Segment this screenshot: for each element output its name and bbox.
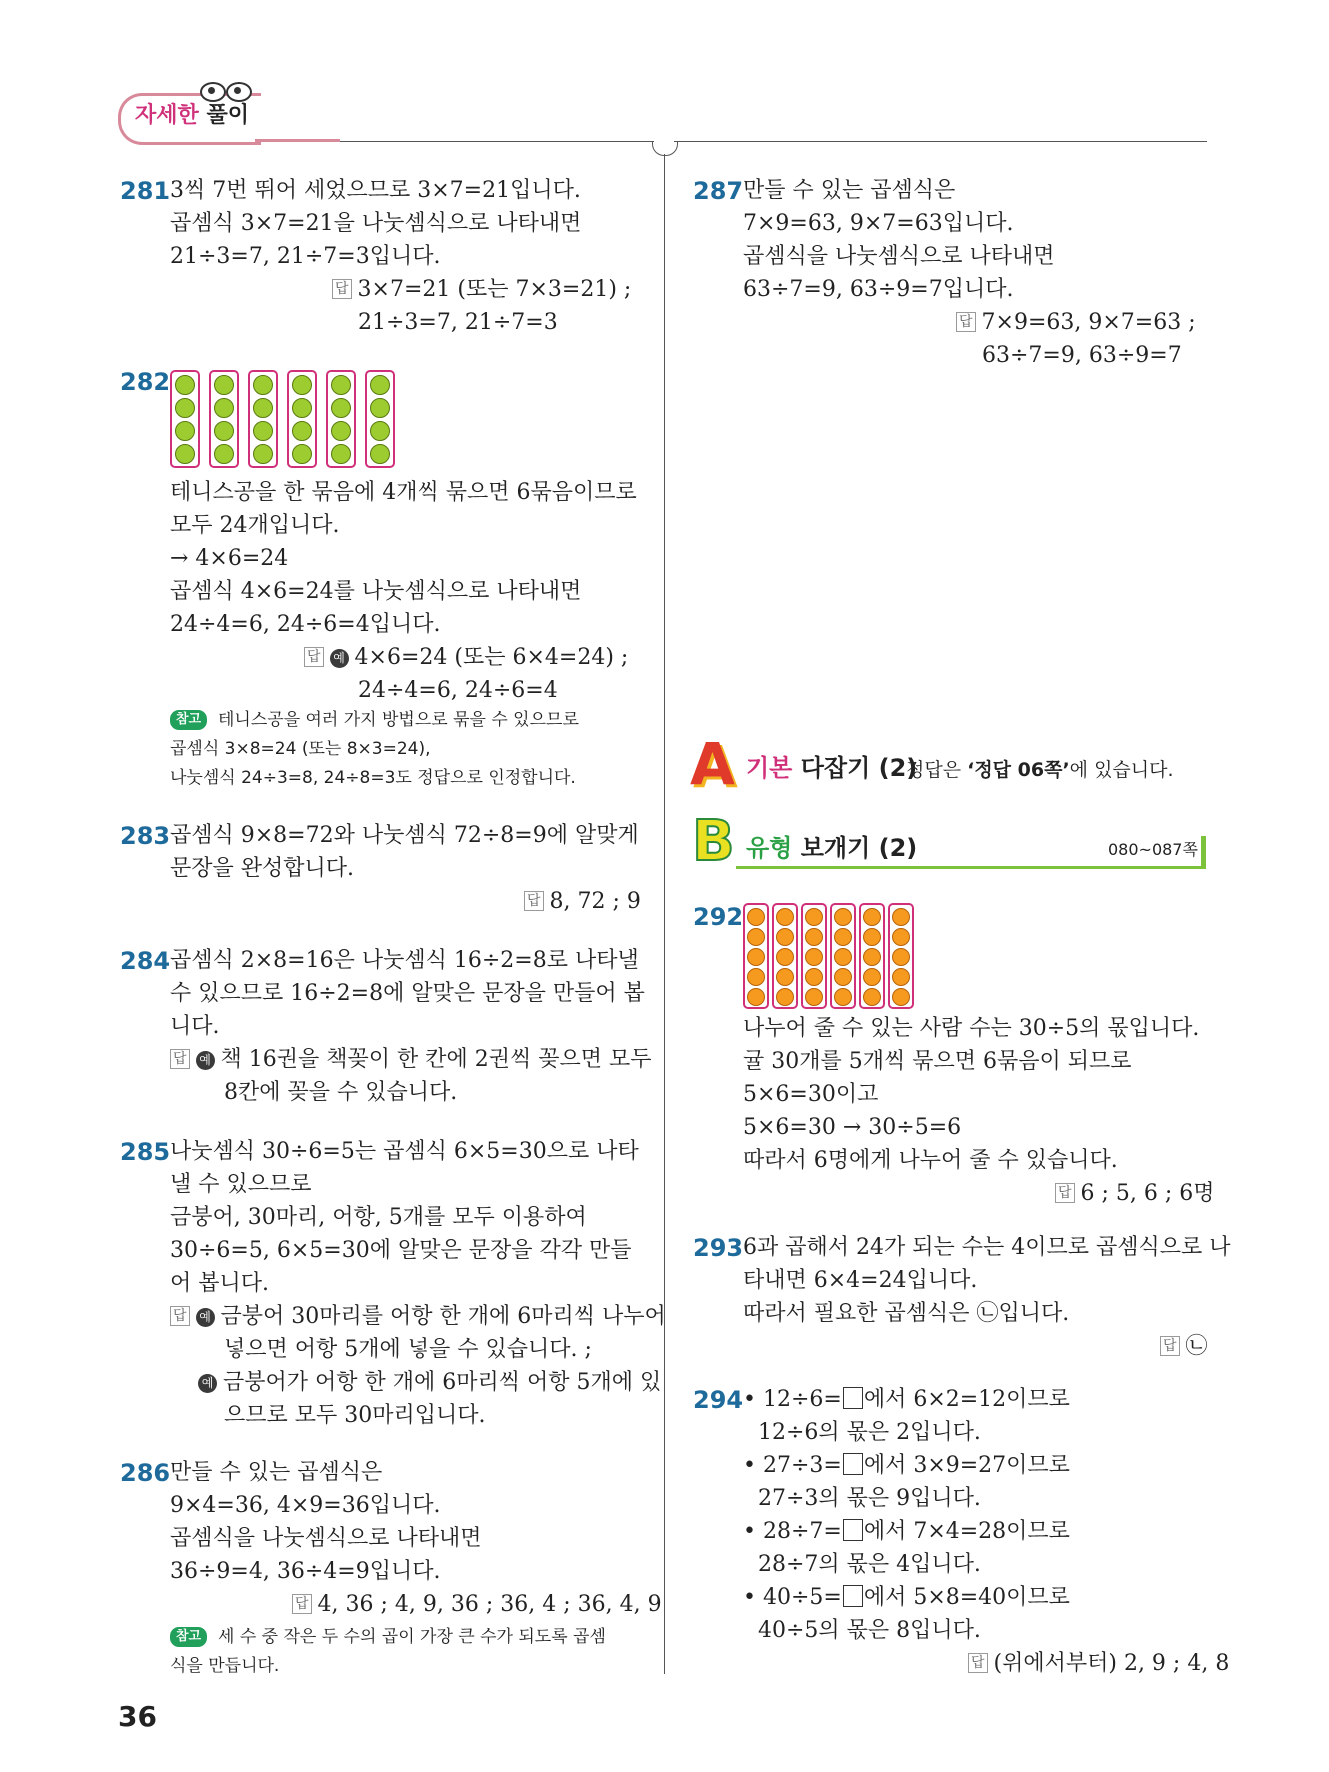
p284-line-1: 곱셈식 2×8=16은 나눗셈식 16÷2=8로 나타낼	[170, 948, 639, 973]
p281-answer-1-text: 3×7=21 (또는 7×3=21) ;	[357, 277, 632, 302]
tangerine	[747, 928, 765, 946]
tangerine	[892, 988, 910, 1006]
group-box	[772, 903, 798, 1009]
tennis-ball	[370, 421, 390, 441]
p294-bullet-1	[743, 1384, 1070, 1416]
p287-line-2: 7×9=63, 9×7=63입니다.	[743, 211, 1014, 236]
p292-answer-1	[1055, 1178, 1215, 1210]
p282-answer-2: 24÷4=6, 24÷6=4	[358, 678, 558, 703]
answer-icon: 답	[956, 312, 976, 332]
example-icon: 예	[196, 1308, 215, 1327]
p285-answer-1-text: 금붕어 30마리를 어항 한 개에 6마리씩 나누어	[220, 1304, 666, 1329]
tangerine	[747, 908, 765, 926]
tennis-ball	[175, 421, 195, 441]
column-divider	[664, 154, 665, 1674]
tennis-ball	[292, 444, 312, 464]
p294-answer-1	[968, 1648, 1229, 1680]
p294-b4-a: • 40÷5=	[743, 1585, 842, 1610]
tangerine	[892, 908, 910, 926]
tennis-ball	[370, 398, 390, 418]
tennis-ball	[292, 398, 312, 418]
p294-b1-b: 에서 6×2=12이므로	[863, 1387, 1070, 1412]
group-box	[248, 370, 278, 468]
section-a-note-post: 에 있습니다.	[1069, 759, 1174, 781]
group-box	[170, 370, 200, 468]
p292-line-4: 5×6=30 → 30÷5=6	[743, 1115, 962, 1140]
p287-answer-2: 63÷7=9, 63÷9=7	[982, 343, 1182, 368]
section-a-note-bold: ‘정답 06쪽’	[967, 759, 1070, 781]
tennis-ball	[292, 421, 312, 441]
p286-answer-1-text: 4, 36 ; 4, 9, 36 ; 36, 4 ; 36, 4, 9	[317, 1592, 662, 1617]
p285-answer-4: 으므로 모두 30마리입니다.	[224, 1403, 486, 1428]
p282-note-1: 테니스공을 여러 가지 방법으로 묶을 수 있으므로	[218, 710, 579, 730]
header-rule-right	[674, 141, 1207, 142]
problem-number-282: 282	[120, 368, 171, 396]
tangerine	[805, 948, 823, 966]
header-title-b: 풀이	[206, 103, 249, 128]
p282-note-3: 나눗셈식 24÷3=8, 24÷8=3도 정답으로 인정합니다.	[170, 768, 576, 788]
header-title-a: 자세한	[135, 103, 199, 128]
p293-line-2: 타내면 6×4=24입니다.	[743, 1268, 978, 1293]
section-b-title	[746, 833, 917, 863]
answer-icon: 답	[304, 647, 324, 667]
section-a-title-2: 다잡기 (2)	[800, 754, 918, 782]
p292-line-3: 5×6=30이고	[743, 1082, 879, 1107]
tangerine	[834, 948, 852, 966]
tennis-ball	[331, 421, 351, 441]
problem-number-292: 292	[693, 903, 744, 931]
p294-bullet-4-result: 40÷5의 몫은 8입니다.	[758, 1618, 981, 1643]
p285-line-4: 30÷6=5, 6×5=30에 알맞은 문장을 각각 만들	[170, 1238, 632, 1263]
group-box	[209, 370, 239, 468]
answer-icon: 답	[292, 1594, 312, 1614]
p286-line-3: 곱셈식을 나눗셈식으로 나타내면	[170, 1526, 482, 1551]
group-box	[743, 903, 769, 1009]
problem-number-283: 283	[120, 822, 171, 850]
p285-line-5: 어 봅니다.	[170, 1271, 269, 1296]
group-box	[326, 370, 356, 468]
p292-answer-1-text: 6 ; 5, 6 ; 6명	[1080, 1181, 1215, 1206]
tennis-ball	[253, 444, 273, 464]
tangerine	[892, 928, 910, 946]
p284-answer-1-text: 책 16권을 책꽂이 한 칸에 2권씩 꽂으면 모두	[220, 1047, 652, 1072]
p294-bullet-2	[743, 1450, 1070, 1482]
p286-line-2: 9×4=36, 4×9=36입니다.	[170, 1493, 441, 1518]
group-box	[287, 370, 317, 468]
p284-line-3: 니다.	[170, 1014, 220, 1039]
p284-answer-2: 8칸에 꽂을 수 있습니다.	[224, 1080, 458, 1105]
p282-note-2: 곱셈식 3×8=24 (또는 8×3=24),	[170, 739, 431, 759]
page-number: 36	[118, 1700, 157, 1733]
tangerine	[776, 988, 794, 1006]
p294-answer-1-text: (위에서부터) 2, 9 ; 4, 8	[993, 1651, 1230, 1676]
header-pink-rule	[255, 139, 340, 142]
p282-line-3: → 4×6=24	[170, 546, 289, 571]
p282-answer-1	[304, 642, 628, 674]
group-box	[888, 903, 914, 1009]
tennis-ball	[175, 375, 195, 395]
header-title	[135, 102, 249, 130]
tangerine	[834, 988, 852, 1006]
tennis-ball	[253, 398, 273, 418]
answer-icon: 답	[1160, 1336, 1180, 1356]
tangerine	[892, 968, 910, 986]
tangerine	[863, 948, 881, 966]
tangerine	[863, 968, 881, 986]
p283-line-1: 곱셈식 9×8=72와 나눗셈식 72÷8=9에 알맞게	[170, 823, 639, 848]
group-box	[801, 903, 827, 1009]
p284-line-2: 수 있으므로 16÷2=8에 알맞은 문장을 만들어 봅	[170, 981, 645, 1006]
problem-number-281: 281	[120, 177, 171, 205]
section-a-note	[906, 758, 1174, 782]
p287-line-1: 만들 수 있는 곱셈식은	[743, 178, 956, 203]
p293-line-1: 6과 곱해서 24가 되는 수는 4이므로 곱셈식으로 나	[743, 1235, 1231, 1260]
header-rule-left	[340, 141, 654, 142]
tennis-ball	[331, 375, 351, 395]
p281-line-1: 3씩 7번 뛰어 세었으므로 3×7=21입니다.	[170, 178, 581, 203]
tennis-ball	[292, 375, 312, 395]
tangerine	[747, 968, 765, 986]
answer-icon: 답	[968, 1653, 988, 1673]
section-a-letter: A	[690, 730, 735, 798]
section-b-bracket	[1201, 836, 1206, 869]
section-a-logo	[690, 730, 740, 798]
group-box	[830, 903, 856, 1009]
p286-line-1: 만들 수 있는 곱셈식은	[170, 1460, 383, 1485]
p294-bullet-3-result: 28÷7의 몫은 4입니다.	[758, 1552, 981, 1577]
blank-box	[843, 1585, 863, 1607]
example-icon: 예	[330, 649, 349, 668]
group-box	[365, 370, 395, 468]
p282-line-2: 모두 24개입니다.	[170, 513, 340, 538]
section-a-title	[746, 753, 917, 783]
p281-answer-1	[332, 274, 631, 306]
problem-number-284: 284	[120, 947, 171, 975]
tangerine	[747, 948, 765, 966]
p285-answer-2: 넣으면 어항 5개에 넣을 수 있습니다. ;	[224, 1337, 592, 1362]
tennis-ball	[214, 421, 234, 441]
problem-number-287: 287	[693, 177, 744, 205]
note-badge: 참고	[170, 1627, 207, 1647]
p285-line-2: 낼 수 있으므로	[170, 1172, 312, 1197]
tennis-ball	[253, 375, 273, 395]
p286-note-1: 세 수 중 작은 두 수의 곱이 가장 큰 수가 되도록 곱셈	[218, 1627, 606, 1647]
p283-answer-1	[524, 886, 641, 918]
p294-b4-b: 에서 5×8=40이므로	[863, 1585, 1070, 1610]
p293-line-3: 따라서 필요한 곱셈식은 ㉡입니다.	[743, 1301, 1070, 1326]
p282-answer-1-text: 4×6=24 (또는 6×4=24) ;	[354, 645, 629, 670]
problem-number-286: 286	[120, 1459, 171, 1487]
tennis-ball	[331, 398, 351, 418]
tennis-ball	[175, 444, 195, 464]
tangerine	[834, 928, 852, 946]
example-icon: 예	[196, 1051, 215, 1070]
tangerine-groups	[743, 903, 923, 1009]
p283-answer-1-text: 8, 72 ; 9	[549, 889, 641, 914]
p294-b3-a: • 28÷7=	[743, 1519, 842, 1544]
answer-icon: 답	[170, 1306, 190, 1326]
p281-answer-2: 21÷3=7, 21÷7=3	[358, 310, 558, 335]
example-icon: 예	[198, 1374, 217, 1393]
tangerine	[834, 908, 852, 926]
p285-line-3: 금붕어, 30마리, 어항, 5개를 모두 이용하여	[170, 1205, 587, 1230]
tangerine	[805, 908, 823, 926]
p285-answer-3	[198, 1367, 661, 1399]
p282-line-1: 테니스공을 한 묶음에 4개씩 묶으면 6묶음이므로	[170, 480, 637, 505]
tangerine	[776, 948, 794, 966]
p292-line-5: 따라서 6명에게 나누어 줄 수 있습니다.	[743, 1148, 1118, 1173]
p286-answer-1	[292, 1589, 662, 1621]
tennis-ball	[331, 444, 351, 464]
p294-bullet-4	[743, 1582, 1070, 1614]
tennis-ball-groups	[170, 370, 410, 470]
p292-line-1: 나누어 줄 수 있는 사람 수는 30÷5의 몫입니다.	[743, 1016, 1200, 1041]
problem-number-285: 285	[120, 1138, 171, 1166]
tangerine	[863, 988, 881, 1006]
blank-box	[843, 1519, 863, 1541]
tennis-ball	[214, 398, 234, 418]
p287-answer-1-text: 7×9=63, 9×7=63 ;	[981, 310, 1196, 335]
problem-number-293: 293	[693, 1234, 744, 1262]
p294-b1-a: • 12÷6=	[743, 1387, 842, 1412]
section-b-title-1: 유형	[746, 834, 793, 862]
p282-line-5: 24÷4=6, 24÷6=4입니다.	[170, 612, 441, 637]
p285-answer-1	[170, 1301, 666, 1333]
p287-line-4: 63÷7=9, 63÷9=7입니다.	[743, 277, 1014, 302]
group-box	[859, 903, 885, 1009]
p282-line-4: 곱셈식 4×6=24를 나눗셈식으로 나타내면	[170, 579, 582, 604]
answer-icon: 답	[524, 891, 544, 911]
p293-answer-1-text: ㉡	[1185, 1334, 1208, 1359]
tennis-ball	[214, 444, 234, 464]
p286-line-4: 36÷9=4, 36÷4=9입니다.	[170, 1559, 441, 1584]
blank-box	[843, 1453, 863, 1475]
p294-b3-b: 에서 7×4=28이므로	[863, 1519, 1070, 1544]
tangerine	[805, 968, 823, 986]
section-a-note-pre: 정답은	[906, 759, 968, 781]
p294-bullet-3	[743, 1516, 1070, 1548]
tangerine	[863, 928, 881, 946]
note-badge: 참고	[170, 710, 207, 730]
tangerine	[776, 928, 794, 946]
p292-line-2: 귤 30개를 5개씩 묶으면 6묶음이 되므로	[743, 1049, 1132, 1074]
p294-b2-a: • 27÷3=	[743, 1453, 842, 1478]
section-b-logo	[692, 809, 738, 874]
section-b-letter: B	[692, 809, 735, 874]
section-a-title-1: 기본	[746, 754, 793, 782]
section-b-underline	[736, 866, 1206, 869]
tangerine	[863, 908, 881, 926]
tennis-ball	[175, 398, 195, 418]
answer-icon: 답	[170, 1049, 190, 1069]
p283-line-2: 문장을 완성합니다.	[170, 856, 355, 881]
section-b-title-2: 보개기 (2)	[800, 834, 918, 862]
tangerine	[805, 928, 823, 946]
problem-number-294: 294	[693, 1386, 744, 1414]
p287-line-3: 곱셈식을 나눗셈식으로 나타내면	[743, 244, 1055, 269]
header-eyes-decoration	[200, 82, 260, 100]
tangerine	[776, 968, 794, 986]
p286-note-2: 식을 만듭니다.	[170, 1656, 280, 1676]
blank-box	[843, 1387, 863, 1409]
tennis-ball	[253, 421, 273, 441]
tangerine	[776, 908, 794, 926]
tangerine	[834, 968, 852, 986]
p281-line-2: 곱셈식 3×7=21을 나눗셈식으로 나타내면	[170, 211, 582, 236]
p281-line-3: 21÷3=7, 21÷7=3입니다.	[170, 244, 441, 269]
p294-b2-b: 에서 3×9=27이므로	[863, 1453, 1070, 1478]
answer-icon: 답	[332, 279, 352, 299]
p294-bullet-1-result: 12÷6의 몫은 2입니다.	[758, 1420, 981, 1445]
answer-icon: 답	[1055, 1183, 1075, 1203]
tangerine	[892, 948, 910, 966]
tangerine	[805, 988, 823, 1006]
tennis-ball	[370, 375, 390, 395]
p284-answer-1	[170, 1044, 652, 1076]
p294-bullet-2-result: 27÷3의 몫은 9입니다.	[758, 1486, 981, 1511]
section-b-pages: 080~087쪽	[1108, 840, 1198, 859]
tennis-ball	[370, 444, 390, 464]
p285-answer-3-text: 금붕어가 어항 한 개에 6마리씩 어항 5개에 있	[223, 1370, 662, 1395]
header-rule-notch	[652, 141, 678, 156]
p293-answer-1	[1160, 1331, 1208, 1363]
tennis-ball	[214, 375, 234, 395]
p287-answer-1	[956, 307, 1196, 339]
p285-line-1: 나눗셈식 30÷6=5는 곱셈식 6×5=30으로 나타	[170, 1139, 639, 1164]
tangerine	[747, 988, 765, 1006]
